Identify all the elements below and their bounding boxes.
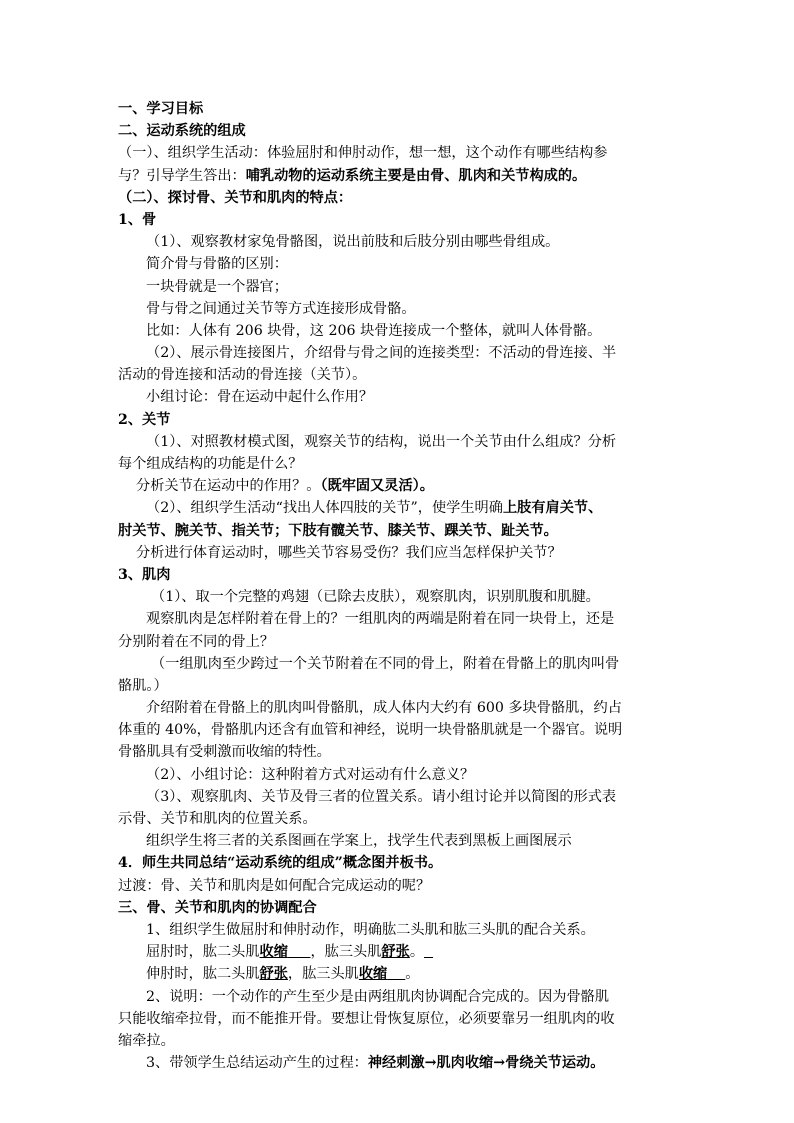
subheading-joint: 2、关节 (118, 411, 171, 428)
paragraph-line: （1）、取一个完整的鸡翅（已除去皮肤），观察肌肉，识别肌腹和肌腱。 (151, 589, 600, 606)
text-span: 。 (405, 966, 420, 983)
paragraph-line: 观察肌肉是怎样附着在骨上的？一组肌肉的两端是附着在同一块骨上，还是 (146, 611, 615, 628)
paragraph-line: （1）、对照教材模式图，观察关节的结构，说出一个关节由什么组成？分析 (146, 433, 617, 450)
text-span: 屈肘时，肱二头肌 (146, 944, 260, 961)
paragraph-line: （一组肌肉至少跨过一个关节附着在不同的骨上，附着在骨骼上的肌肉叫骨 (151, 655, 620, 672)
paragraph-line (118, 497, 678, 519)
paragraph-line: 组织学生将三者的关系图画在学案上，找学生代表到黑板上画图展示 (146, 833, 572, 850)
paragraph-line: （2）、展示骨连接图片，介绍骨与骨之间的连接类型：不活动的骨连接、半 (146, 345, 617, 362)
paragraph-line: 小组讨论：骨在运动中起什么作用？ (146, 389, 374, 406)
paragraph-line: 过渡：骨、关节和肌肉是如何配合完成运动的呢？ (118, 877, 431, 894)
text-span: （2）、组织学生活动“找出人体四肢的关节”，使学生明确 (146, 500, 503, 517)
key-answer: 上肢有肩关节、 (502, 500, 603, 517)
subheading-muscle: 3、肌肉 (118, 566, 171, 583)
paragraph-line (118, 475, 678, 497)
paragraph-line: 每个组成结构的功能是什么？ (118, 456, 303, 472)
paragraph-line: （2）、小组讨论：这种附着方式对运动有什么意义？ (146, 766, 475, 783)
heading-learning-goals: 一、学习目标 (118, 101, 204, 117)
blank-underline (288, 944, 311, 960)
key-answer: （既牢固又灵活）。 (320, 478, 434, 495)
subheading-explore: （二）、探讨骨、关节和肌肉的特点： (118, 189, 353, 206)
paragraph-line (118, 165, 678, 187)
flex-elbow-line (118, 941, 678, 963)
text-span: 伸肘时，肱二头肌 (146, 966, 260, 983)
paragraph-line: （3）、观察肌肉、关节及骨三者的位置关系。请小组讨论并以简图的形式表 (146, 788, 617, 805)
document-body (118, 98, 678, 1074)
paragraph-line: 分析进行体育运动时，哪些关节容易受伤？我们应当怎样保护关节？ (136, 544, 562, 561)
blank-underline (387, 966, 405, 982)
text-span: ，肱三头肌 (310, 944, 382, 961)
paragraph-line (118, 1052, 678, 1074)
paragraph-line: 介绍附着在骨骼上的肌肉叫骨骼肌，成人体内大约有 600 多块骨骼肌，约占 (146, 700, 622, 717)
subheading-bone: 1、骨 (118, 211, 157, 228)
paragraph-line: 骨骼肌具有受刺激而收缩的特性。 (118, 744, 331, 761)
key-answer-line: 肘关节、腕关节、指关节；下肢有髋关节、膝关节、踝关节、趾关节。 (118, 522, 558, 539)
blank-underline (424, 944, 433, 960)
fill-answer: 收缩 (358, 966, 388, 983)
key-conclusion: 哺乳动物的运动系统主要是由骨、肌肉和关节构成的。 (245, 167, 587, 184)
fill-answer: 舒张 (259, 966, 288, 983)
paragraph-line: 骨与骨之间通过关节等方式连接形成骨骼。 (146, 300, 416, 317)
text-span: 与？引导学生答出： (118, 167, 246, 184)
paragraph-line: 1、组织学生做屈肘和伸肘动作，明确肱二头肌和肱三头肌的配合关系。 (146, 921, 595, 938)
text-span: ，肱三头肌 (287, 966, 359, 983)
paragraph-line: 2、说明：一个动作的产生至少是由两组肌肉协调配合完成的。因为骨骼肌 (146, 988, 610, 1005)
paragraph-line: 只能收缩牵拉骨，而不能推开骨。要想让骨恢复原位，必须要靠另一组肌肉的收 (118, 1010, 615, 1027)
paragraph-line: 比如：人体有 206 块骨，这 206 块骨连接成一个整体，就叫人体骨骼。 (146, 322, 602, 339)
paragraph-line: 活动的骨连接和活动的骨连接（关节）。 (118, 367, 367, 384)
extend-elbow-line (118, 963, 678, 985)
heading-coordination: 三、骨、关节和肌肉的协调配合 (118, 899, 317, 916)
text-span: 3、带领学生总结运动产生的过程： (146, 1055, 368, 1072)
paragraph-line: （一）、组织学生活动：体验屈肘和伸肘动作，想一想，这个动作有哪些结构参 (118, 145, 608, 162)
text-span: 。 (409, 944, 425, 961)
paragraph-line: 简介骨与骨骼的区别： (146, 256, 288, 273)
process-summary: 神经刺激→肌肉收缩→骨绕关节运动。 (367, 1055, 605, 1072)
text-span: 分析关节在运动中的作用？。 (136, 478, 321, 495)
paragraph-line: （1）、观察教材家兔骨骼图，说出前肢和后肢分别由哪些骨组成。 (146, 234, 560, 251)
fill-answer: 收缩 (259, 944, 288, 961)
paragraph-line: 骼肌。） (118, 677, 168, 694)
paragraph-line: 分别附着在不同的骨上？ (118, 633, 275, 650)
heading-motor-system: 二、运动系统的组成 (118, 123, 246, 140)
paragraph-line: 示骨、关节和肌肉的位置关系。 (118, 811, 317, 827)
paragraph-line: 一块骨就是一个器官； (146, 278, 288, 295)
paragraph-line: 体重的 40%，骨骼肌内还含有血管和神经，说明一块骨骼肌就是一个器官。说明 (118, 722, 623, 739)
paragraph-line: 缩牵拉。 (118, 1032, 175, 1049)
summary-heading: 4．师生共同总结“运动系统的组成”概念图并板书。 (118, 855, 443, 872)
fill-answer: 舒张 (381, 944, 410, 961)
